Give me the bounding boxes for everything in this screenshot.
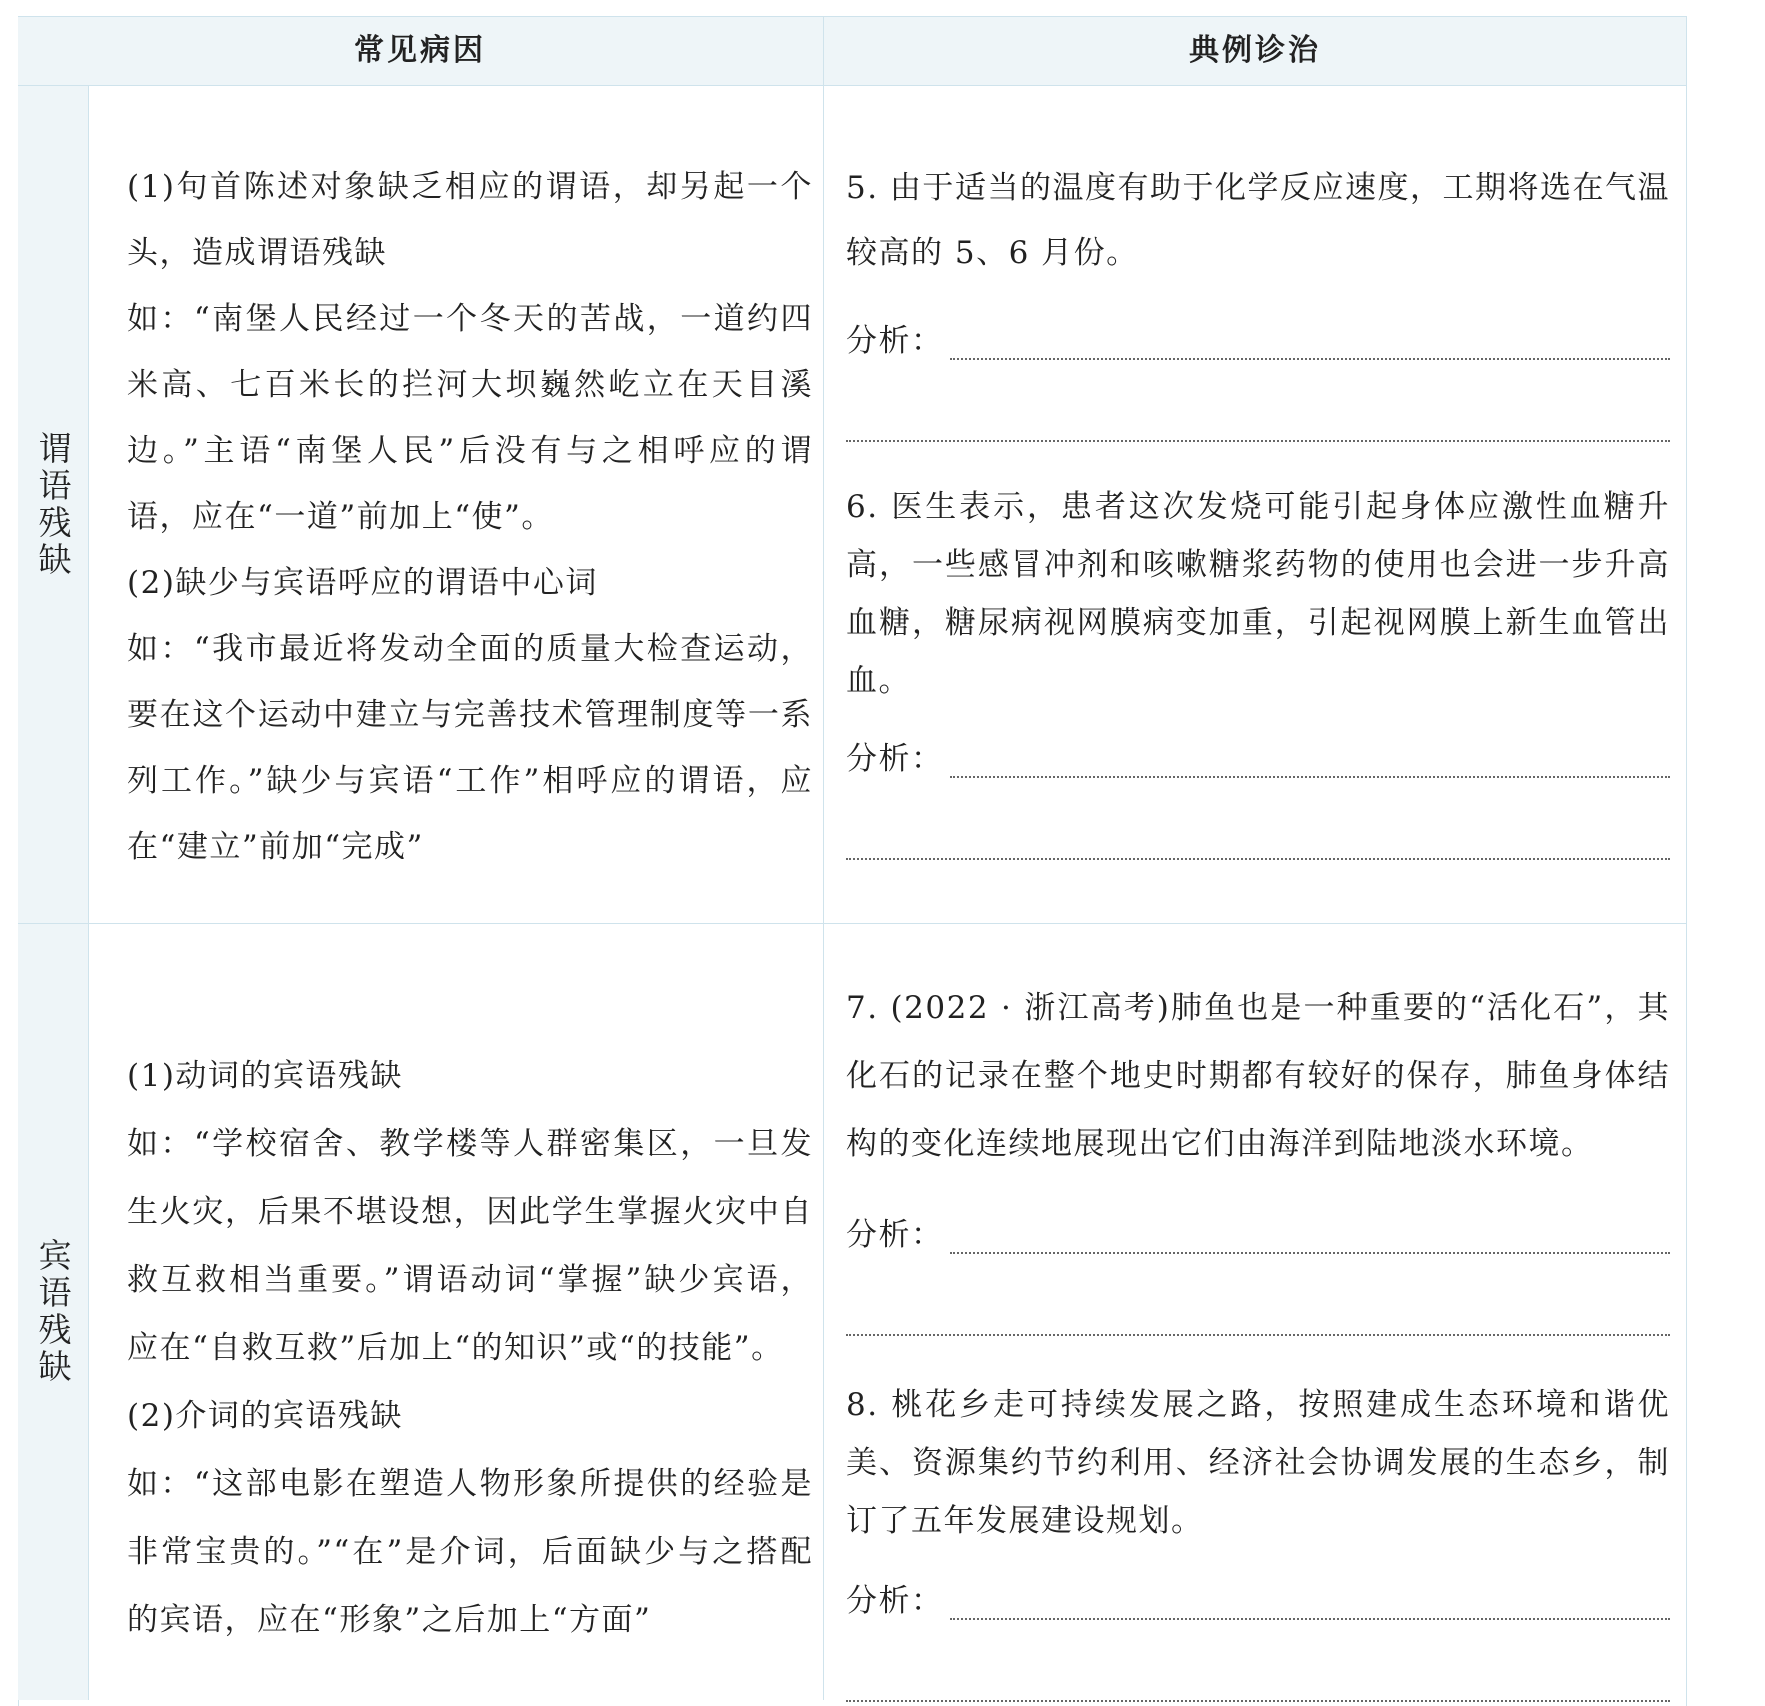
examples-list: [846, 156, 1670, 860]
analysis-row: [846, 1210, 1670, 1254]
answer-blank[interactable]: [950, 754, 1671, 778]
analysis-label: 分析：: [846, 1583, 944, 1619]
cause-heading: (1)动词的宾语残缺: [127, 1058, 403, 1094]
analysis-row: [846, 316, 1670, 360]
answer-blank[interactable]: [950, 1230, 1671, 1254]
cause-example: 如：“我市最近将发动全面的质量大检查运动，要在这个运动中建立与完善技术管理制度等一系列工作。”缺少与宾语“工作”相呼应的谓语，应在“建立”前加“完成”: [127, 631, 813, 865]
analysis-row: [846, 734, 1670, 778]
header-examples: 典例诊治: [823, 17, 1686, 85]
table-header: [18, 16, 1686, 86]
cause-example: 如：“这部电影在塑造人物形象所提供的经验是非常宝贵的。”“在”是介词，后面缺少与之搭配的宾语，应在“形象”之后加上“方面”: [127, 1466, 813, 1638]
example-item: [846, 974, 1670, 1336]
example-sentence: 6. 医生表示，患者这次发烧可能引起身体应激性血糖升高，一些感冒冲剂和咳嗽糖浆药物的使用也会进一步升高血糖，糖尿病视网膜病变加重，引起视网膜上新生血管出血。: [846, 489, 1670, 699]
example-sentence: 8. 桃花乡走可持续发展之路，按照建成生态环境和谐优美、资源集约节约利用、经济社会协调发展的生态乡，制订了五年发展建设规划。: [846, 1387, 1670, 1539]
causes-cell: [89, 86, 824, 923]
example-item: [846, 478, 1670, 860]
answer-blank[interactable]: [846, 396, 1670, 442]
example-sentence: 7. (2022 · 浙江高考)肺鱼也是一种重要的“活化石”，其化石的记录在整个地史时期都有较好的保存，肺鱼身体结构的变化连续地展现出它们由海洋到陆地淡水环境。: [846, 990, 1670, 1162]
examples-list: [846, 974, 1670, 1702]
answer-blank[interactable]: [846, 814, 1670, 860]
answer-blank[interactable]: [950, 1596, 1671, 1620]
analysis-label: 分析：: [846, 741, 944, 777]
causes-text: [127, 1042, 813, 1654]
causes-text: [127, 154, 813, 880]
analysis-row: [846, 1576, 1670, 1620]
group-label-cell: [18, 924, 89, 1700]
group-object-missing: [18, 924, 1686, 1700]
header-causes: 常见病因: [354, 33, 486, 68]
group-label: 宾语残缺: [33, 1238, 73, 1386]
answer-blank[interactable]: [846, 1656, 1670, 1702]
cause-heading: (2)缺少与宾语呼应的谓语中心词: [127, 565, 598, 601]
examples-cell: [824, 86, 1686, 923]
answer-blank[interactable]: [950, 336, 1671, 360]
example-sentence: 5. 由于适当的温度有助于化学反应速度，工期将选在气温较高的 5、6 月份。: [846, 170, 1670, 271]
cause-example: 如：“学校宿舍、教学楼等人群密集区，一旦发生火灾，后果不堪设想，因此学生掌握火灾中自救互救相当重要。”谓语动词“掌握”缺少宾语，应在“自救互救”后加上“的知识”或“的技能”。: [127, 1126, 813, 1366]
analysis-label: 分析：: [846, 1217, 944, 1253]
group-label: 谓语残缺: [33, 430, 73, 579]
cause-example: 如：“南堡人民经过一个冬天的苦战，一道约四米高、七百米长的拦河大坝巍然屹立在天目溪边。”主语“南堡人民”后没有与之相呼应的谓语，应在“一道”前加上“使”。: [127, 301, 813, 535]
cause-heading: (1)句首陈述对象缺乏相应的谓语，却另起一个头，造成谓语残缺: [127, 169, 813, 271]
answer-blank[interactable]: [846, 1290, 1670, 1336]
examples-cell: [824, 924, 1686, 1700]
example-item: [846, 1376, 1670, 1702]
example-item: [846, 156, 1670, 442]
analysis-label: 分析：: [846, 323, 944, 359]
group-label-cell: [18, 86, 89, 923]
group-predicate-missing: [18, 86, 1686, 924]
cause-heading: (2)介词的宾语残缺: [127, 1398, 403, 1434]
causes-cell: [89, 924, 824, 1700]
